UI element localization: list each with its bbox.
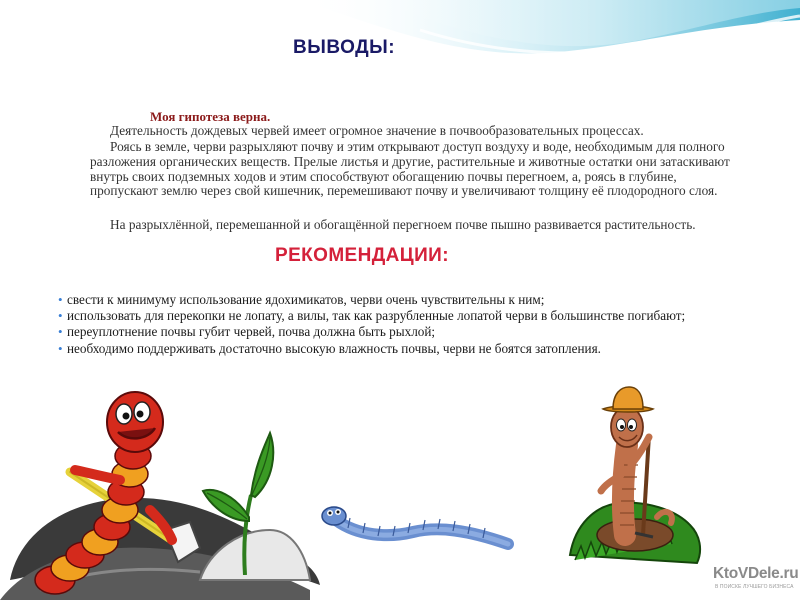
slide-title: ВЫВОДЫ: <box>293 37 396 58</box>
recommendation-text: использовать для перекопки не лопату, а вилы, так как разрубленные лопатой черви в большинстве погибают; <box>67 308 686 324</box>
bullet-icon: • <box>58 324 63 340</box>
worm-gardener-with-hat-icon <box>565 385 705 575</box>
conclusion-paragraph: Роясь в земле, черви разрыхляют почву и этим открывают доступ воздуху и воде, необходимым для полного разложения органических веществ. Прелые листья и другие, растительные и животные остатки они затаскивают внутрь своих подземных ходов и этим способствуют обогащению почвы перегноем, а, роясь в глубине, пропускают землю через свой кишечник, перемешивают почву и увеличивают толщину её плодородного слоя. <box>90 139 730 199</box>
recommendation-text: переуплотнение почвы губит червей, почва должна быть рыхлой; <box>67 324 436 340</box>
bullet-icon: • <box>58 340 63 356</box>
plant-sprout-icon <box>195 425 315 575</box>
hypothesis-statement: Моя гипотеза верна. <box>150 109 271 124</box>
watermark-tagline: В ПОИСКЕ ЛУЧШЕГО БИЗНЕСА <box>715 584 794 590</box>
crawling-worm-icon <box>318 500 518 560</box>
recommendation-item <box>58 342 748 357</box>
wave-decoration <box>0 0 800 80</box>
bullet-icon: • <box>58 292 63 307</box>
recommendation-item <box>58 293 748 308</box>
conclusion-paragraph: Деятельность дождевых червей имеет огромное значение в почвообразовательных процессах. <box>110 123 644 138</box>
recommendation-item <box>58 325 748 340</box>
recommendations-list <box>58 293 748 358</box>
recommendations-title: РЕКОМЕНДАЦИИ: <box>275 245 449 266</box>
conclusion-paragraph: На разрыхлённой, перемешанной и обогащённой перегноем почве пышно развивается растительность. <box>110 217 696 232</box>
recommendation-text: необходимо поддерживать достаточно высокую влажность почвы, черви не боятся затопления. <box>67 340 601 356</box>
watermark-name: KtoVDele.ru <box>713 565 799 582</box>
bullet-icon: • <box>58 308 63 324</box>
watermark-logo <box>713 565 798 599</box>
recommendation-text: свести к минимуму использование ядохимикатов, черви очень чувствительны к ним; <box>67 292 545 307</box>
recommendation-item <box>58 309 748 324</box>
